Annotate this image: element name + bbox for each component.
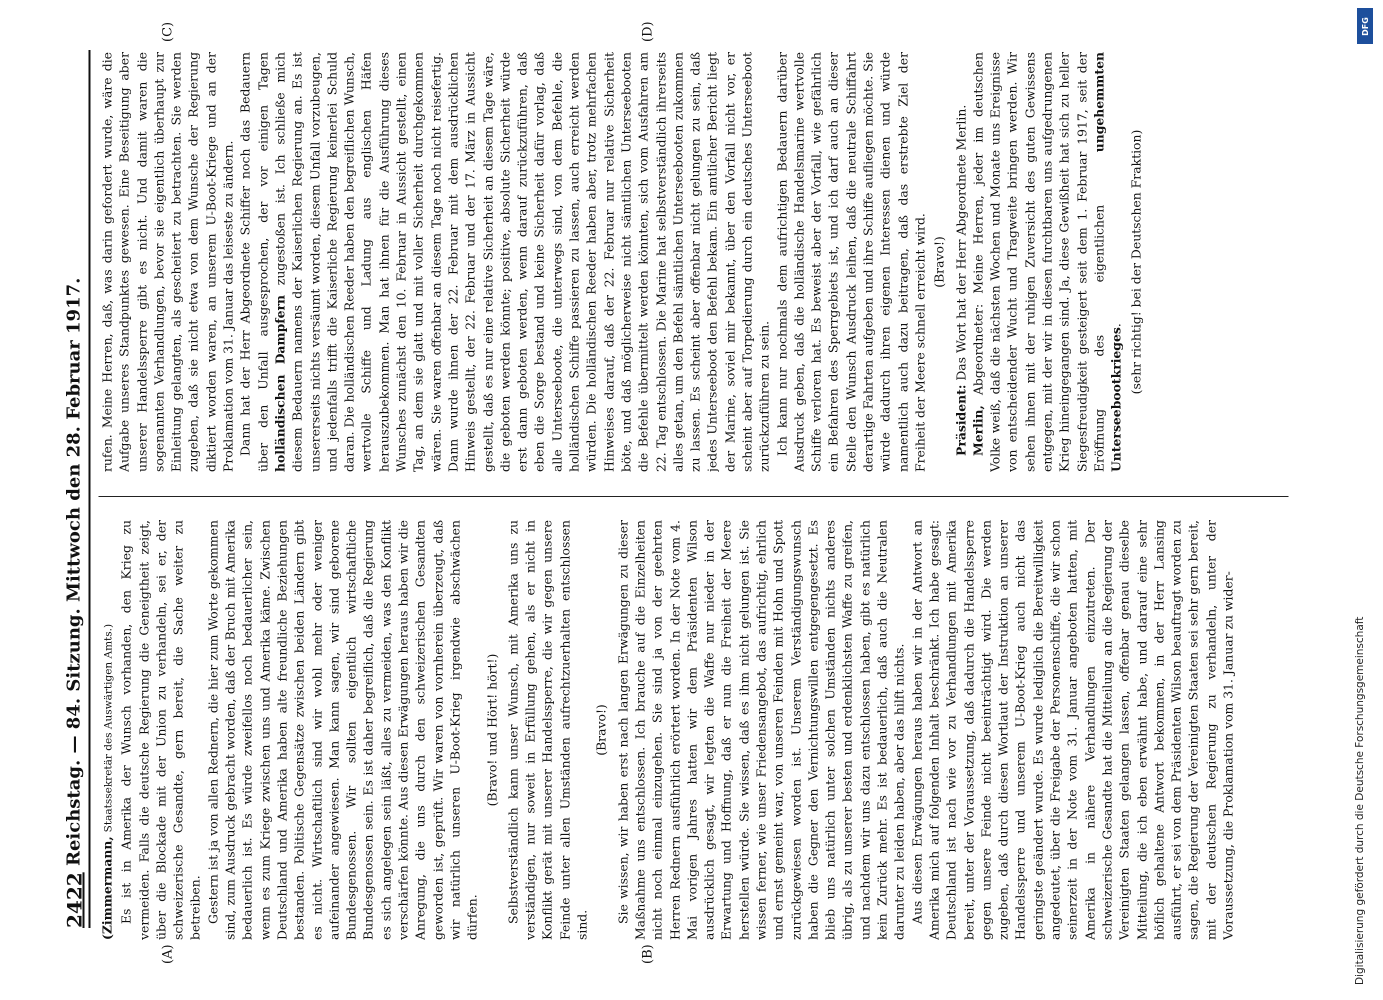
column-divider <box>98 496 1288 497</box>
paragraph: Dann hat der Herr Abgeordnete Schiffer noch das Bedauern über den Unfall ausgesprochen, der vor einigen Tagen holländischen Dampfern zugestoßen ist. Ich schließe mich diesem Bedauern namens der Kaiserlichen Regierung an. Es ist unsererseits nichts versäumt worden, diesem Unfall vorzubeugen, und jedenfalls trifft die Kaiserliche Regierung keinerlei Schuld daran. Die holländischen Reeder haben den begreiflichen Wunsch, wertvolle Schiffe und Ladung aus englischen Häfen herauszubekommen. Man hat ihnen für die Ausführung dieses Wunsches zunächst den 10. Februar in Aussicht gestellt, einen Tag, an dem sie glatt und mit voller Sicherheit durchgekommen wären. Sie waren offenbar an diesem Tage noch nicht reisefertig. Dann wurde ihnen der 22. Februar mit dem ausdrücklichen Hinweis gestellt, der 22. Februar und der 17. März in Aussicht gestellt, daß es nur eine relative Sicherheit an diesem Tage wäre, die geboten werden könnte; positive, absolute Sicherheit würde erst dann geboten werden, wenn darauf zurückzuführen, daß eben die Sorge bestand und keine Sicherheit dafür vorlag, daß alle Unterseeboote, die unterwegs sind, von dem Befehle, die holländischen Schiffe passieren zu lassen, auch erreicht werden würden. Die holländischen Reeder haben aber, trotz mehrfachen Hinweises darauf, daß der 22. Februar nur relative Sicherheit böte, und daß möglicherweise nicht sämtlichen Unterseebooten die Befehle übermittelt werden könnten, sich vom Ausfahren am 22. Tag entschlossen. Die Marine hat selbstverständlich ihrerseits alles getan, um den Befehl sämtlichen Unterseebooten zukommen zu lassen. Es scheint aber offenbar nicht gelungen zu sein, daß jedes Unterseeboot den Befehl bekam. Ein amtlicher Bericht liegt der Marine, soviel mir bekannt, über den Vorfall nicht vor, er scheint aber auf Torpedierung durch ein deutsches Unterseeboot zurückzuführen zu sein. <box>237 52 772 472</box>
paragraph: Gestern ist ja von allen Rednern, die hier zum Worte gekommen sind, zum Ausdruck gebracht worden, daß der Bruch mit Amerika bedauerlich ist. Es würde zweifellos noch bedauerlicher sein, wenn es zum Kriege zwischen uns und Amerika käme. Zwischen Deutschland und Amerika haben alte freundliche Beziehungen bestanden. Politische Gegensätze zwischen beiden Ländern gibt es nicht. Wirtschaftlich sind wir wohl mehr oder weniger aufeinander angewiesen. Man kann sagen, wir sind geborene Bundesgenossen. Wir sollten eigentlich wirtschaftliche Bundesgenossen sein. Es ist daher begreiflich, daß die Regierung es sich angelegen sein läßt, alles zu vermeiden, was den Konflikt verschärfen könnte. Aus diesen Erwägungen heraus haben wir die Anregung, die uns durch den schweizerischen Gesandten geworden ist, geprüft. Wir waren von vornherein überzeugt, daß wir natürlich unseren U-Boot-Krieg irgendwie abschwächen dürfen. <box>204 520 480 940</box>
right-column <box>98 52 1298 472</box>
emphasis: holländischen Dampfern <box>271 295 287 472</box>
paragraph: Ich kann nur nochmals dem aufrichtigen Bedauern darüber Ausdruck geben, daß die holländische Handelsmarine wertvolle Schiffe verloren hat. Es beweist aber der Vorfall, wie gefährlich ein Befahren des Sperrgebiets ist, und ich darf auch an dieser Stelle den Wunsch Ausdruck leihen, daß die neutrale Schiffahrt derartige Fahrten aufgeben und ihre Schiffe aufliegen möchte. Sie würde dadurch ihren eigenen Interessen dienen und würde namentlich auch dazu beitragen, daß das erstrebte Ziel der Freiheit der Meere schnell erreicht wird. <box>773 52 927 472</box>
margin-mark-a: (A) <box>160 944 175 964</box>
paragraph: Merlin, Abgeordneter: Meine Herren, jeder im deutschen Volke weiß, daß die nächsten Wochen und Monate uns Ereignisse von entscheidender Wucht und Tragweite bringen werden. Wir sehen ihnen mit der ruhigen Zuversicht des guten Gewissens entgegen, mit der wir in diesen furchtbaren uns aufgedrungenen Krieg hineingegangen sind. Ja, diese Gewißheit hat sich zu heller Siegesfreudigkeit gesteigert seit dem 1. Februar 1917, seit der Eröffnung des eigentlichen ungehemmten Unterseebootkrieges. <box>969 52 1124 472</box>
funding-note: Digitalisierung gefördert durch die Deutsche Forschungsgemeinschaft <box>1354 616 1366 985</box>
margin-mark-d: (D) <box>640 21 655 42</box>
speaker-name: (Zimmermann, <box>99 836 114 940</box>
paragraph: Aus diesen Erwägungen heraus haben wir in der Antwort an Amerika mich auf folgenden Inhalt beschränkt. Ich habe gesagt: Deutschland ist nach wie vor zu Verhandlungen mit Amerika bereit, unter der Voraussetzung, daß dadurch die Handelssperre gegen unsere Feinde nicht beeinträchtigt wird. Die werden zugeben, daß durch diesen Wortlaut der Instruktion an unserer Handelssperre und unserem U-Boot-Krieg auch nicht das geringste geändert wurde. Es wurde lediglich die Bereitwilligkeit angedeutet, über die Freigabe der Personenschiffe, die wir schon seinerzeit in der Note vom 31. Januar angeboten hatten, mit Amerika in nähere Verhandlungen einzutreten. Der schweizerische Gesandte hat die Mitteilung an die Regierung der Vereinigten Staaten gelangen lassen, offenbar genau dieselbe Mitteilung, die ich eben erwähnt habe, und darauf eine sehr höflich gehaltene Antwort bekommen, in der Herr Lansing ausführt, er sei von dem Präsidenten Wilson beauftragt worden zu sagen, die Regierung der Vereinigten Staaten sei sehr gern bereit, mit der deutschen Regierung zu verhandeln, unter der Voraussetzung, die Proklamation vom 31. Januar zu wider- <box>908 520 1235 940</box>
applause-note: (Bravo!) <box>931 236 947 288</box>
applause-note: (Bravo! und Hört! hört!) <box>483 653 499 807</box>
margin-mark-c: (C) <box>160 21 175 42</box>
dfg-logo: DFG <box>1357 8 1373 44</box>
emphasis: ungehemmten Unterseebootkrieges <box>1090 52 1124 472</box>
paragraph: Sie wissen, wir haben erst nach langen Erwägungen zu dieser Maßnahme uns entschlossen. Ich brauche auf die Einzelheiten nicht noch einmal einzugehen. Sie sind ja von der geehrten Herren Rednern ausführlich erörtert worden. In der Note vom 4. Mai vorigen Jahres hatten wir dem Präsidenten Wilson ausdrücklich gesagt, wir legten die Waffe nur nieder in der Erwartung und Hoffnung, daß er nun die Freiheit der Meere herstellen würde. Sie wissen, daß es ihm nicht gelungen ist. Sie wissen ferner, wie unser Friedensangebot, das aufrichtig, ehrlich und ernst gemeint war, von unseren Feinden mit Hohn und Spott zurückgewiesen worden ist. Unserem Verständigungswunsch haben die Gegner den Vernichtungswillen entgegengesetzt. Es blieb uns natürlich unter solchen Umständen nichts anderes übrig, als zu unserer besten und erdenklichsten Waffe zu greifen, und nachdem wir uns dazu entschlossen haben, gibt es natürlich kein Zurück mehr. Es ist bedauerlich, daß auch die Neutralen darunter zu leiden haben, aber das hilft nichts. <box>614 520 907 940</box>
margin-mark-b: (B) <box>640 944 655 964</box>
left-column <box>98 520 1298 940</box>
president-line: Präsident: Das Wort hat der Herr Abgeordnete Merlin. <box>952 104 968 456</box>
paragraph: rufen. Meine Herren, daß, was darin gefordert wurde, wäre die Aufgabe unseres Standpunktes gewesen. Eine Beseitigung aber unserer Handelssperre gibt es nicht. Und damit waren die sogenannten Verhandlungen, bevor sie eigentlich überhaupt zur Einleitung gelangten, als gescheitert zu betrachten. Sie werden zugeben, daß sie nicht etwa von dem Wunsche der Regierung diktiert worden waren, an unserem U-Boot-Kriege und an der Proklamation vom 31. Januar das leiseste zu ändern. <box>99 52 236 472</box>
applause-note: (Bravo!) <box>593 704 609 756</box>
speaker-role: Staatssekretär des Auswärtigen Amts.) <box>102 623 114 833</box>
paragraph: Es ist in Amerika der Wunsch vorhanden, den Krieg zu vermeiden. Falls die deutsche Regierung die Geneigtheit zeigt, über die Blockade mit der Union zu verhandeln, sei er, der schweizerische Gesandte, gern bereit, die Sache weiter zu betreiben. <box>118 520 203 940</box>
president-label: Präsident: <box>952 384 968 456</box>
page-title: Reichstag. — 84. Sitzung. Mittwoch den 28. Februar 1917. <box>63 277 84 866</box>
speaker-name: Merlin, <box>969 405 985 456</box>
page-header <box>58 50 90 928</box>
applause-note: (sehr richtig! bei der Deutschen Fraktion) <box>1127 129 1143 395</box>
page-number: 2422 <box>62 872 86 928</box>
paragraph: Selbstverständlich kann unser Wunsch, mit Amerika uns zu verständigen, nur soweit in Erfüllung gehen, als er nicht in Konflikt gerät mit unserer Handelssperre, die wir gegen unsere Feinde unter allen Umständen aufrechtzuerhalten entschlossen sind. <box>504 520 590 940</box>
